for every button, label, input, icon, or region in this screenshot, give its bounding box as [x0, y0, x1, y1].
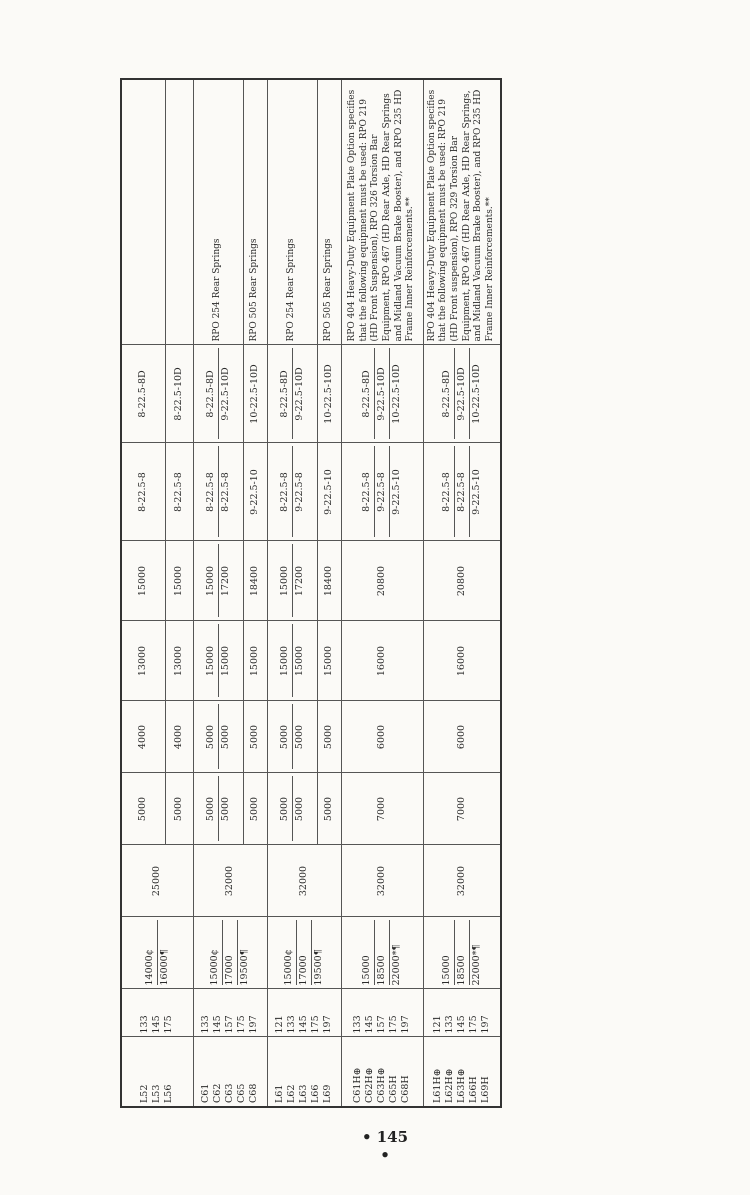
- axle-front-cell: [317, 773, 341, 845]
- rear-tire-cell-value: 8-22.5-10D: [173, 367, 185, 421]
- model-cell-value: C68H: [399, 1075, 411, 1103]
- front-tire-cell-value: 8-22.5-8: [440, 472, 452, 512]
- wheelbase-cell-value: 197: [321, 1015, 333, 1034]
- front-tire-cell: [243, 443, 267, 541]
- gcw-cell: 25000: [121, 845, 193, 917]
- gvw-cell: [267, 917, 341, 989]
- axle-rear-max-cell-value: 15000: [137, 565, 149, 597]
- gvw-cell-value: 22000*¶: [469, 921, 484, 986]
- gvw-cell-value: 17000: [296, 921, 311, 986]
- table-row: [193, 79, 243, 1107]
- gvw-cell-value: 18500: [374, 921, 389, 986]
- model-cell-value: L53: [151, 1084, 163, 1103]
- front-tire-cell-value: 9-22.5-8: [292, 447, 307, 538]
- wheelbase-cell-value: 133: [139, 1015, 151, 1034]
- rear-tire-cell-value: 8-22.5-8D: [361, 370, 373, 418]
- front-tire-cell-value: 9-22.5-8: [374, 447, 389, 538]
- axle-rear-cell-value: 15000: [204, 645, 216, 677]
- notes-cell: RPO 404 Heavy-Duty Equipment Plate Option specifies that the following equipment must be used: RPO 219 (HD Front suspension), RPO 329 Torsion Bar Equipment, RPO 467 (HD Rear Axle, HD Rear Springs, and Midland Vacuum Brake Booster), and RPO 235 HD Frame Inner Reinforcements.**: [423, 79, 501, 345]
- page-number: • 145 •: [361, 1128, 409, 1164]
- rear-tire-cell: [317, 345, 341, 443]
- axle-rear-max-cell-value: 20800: [376, 565, 388, 597]
- wheelbase-cell-value: 145: [151, 1015, 163, 1034]
- model-cell-value: L52: [139, 1084, 151, 1103]
- axle-rear-max-cell-value: 18400: [249, 565, 261, 597]
- rear-tire-cell-value: 10-22.5-10D: [469, 349, 484, 440]
- front-tire-cell-value: 8-22.5-8: [218, 447, 233, 538]
- notes-cell: RPO 404 Heavy-Duty Equipment Plate Option specifies that the following equipment must be used: RPO 219 (HD Front Suspension), RPO 326 Torsion Bar Equipment, RPO 467 (HD Rear Axle, HD Rear Springs and Midland Vacuum Brake Booster), and RPO 235 HD Frame Inner Reinforcements.**: [341, 79, 423, 345]
- gcw-cell: 32000: [267, 845, 341, 917]
- notes-cell: RPO 254 Rear Springs: [193, 79, 243, 345]
- axle-rear-cell-value: 15000: [218, 625, 233, 698]
- model-cell-value: C65H: [387, 1075, 399, 1103]
- axle-rear-cell: [341, 621, 423, 701]
- gvw-cell-value: 15000: [361, 955, 373, 986]
- axle-rear-max-cell: [341, 541, 423, 621]
- rotated-spec-table-wrapper: [120, 80, 500, 1108]
- model-cell-value: C65: [235, 1083, 247, 1103]
- model-cell-value: L62: [286, 1084, 298, 1103]
- axle-front-max-cell: [341, 701, 423, 773]
- model-cell-value: C68: [247, 1083, 259, 1103]
- model-cell-value: L63: [298, 1084, 310, 1103]
- model-cell-value: L62H⊕: [443, 1068, 455, 1103]
- wheelbase-cell-value: 133: [200, 1015, 212, 1034]
- rear-tire-cell: [423, 345, 501, 443]
- gvw-cell-value: 16000¶: [157, 921, 172, 986]
- axle-rear-max-cell: [243, 541, 267, 621]
- wheelbase-cell-value: 121: [274, 1015, 286, 1034]
- axle-front-max-cell: [165, 701, 193, 773]
- wheelbase-cell: [423, 989, 501, 1037]
- axle-front-cell: [193, 773, 243, 845]
- notes-cell: RPO 254 Rear Springs: [267, 79, 317, 345]
- gvw-cell: [193, 917, 267, 989]
- axle-rear-cell: [193, 621, 243, 701]
- axle-front-cell-value: 5000: [278, 796, 290, 822]
- rear-tire-cell-value: 8-22.5-8D: [278, 370, 290, 418]
- axle-rear-cell-value: 16000: [455, 645, 467, 677]
- axle-rear-cell-value: 16000: [376, 645, 388, 677]
- front-tire-cell-value: 9-22.5-10: [249, 469, 261, 515]
- model-cell-value: L61H⊕: [432, 1068, 444, 1103]
- front-tire-cell-value: 8-22.5-8: [137, 472, 149, 512]
- model-cell-value: L56: [163, 1084, 175, 1103]
- model-cell-value: L69H: [479, 1076, 491, 1103]
- axle-rear-cell-value: 15000: [323, 645, 335, 677]
- axle-front-max-cell: [317, 701, 341, 773]
- wheelbase-cell-value: 197: [399, 1015, 411, 1034]
- front-tire-cell-value: 8-22.5-8: [278, 472, 290, 512]
- axle-rear-max-cell: [423, 541, 501, 621]
- front-tire-cell: [317, 443, 341, 541]
- axle-rear-max-cell-value: 15000: [173, 565, 185, 597]
- gvw-cell-value: 15000: [440, 955, 452, 986]
- model-cell-value: L61: [274, 1084, 286, 1103]
- wheelbase-cell-value: 133: [443, 1015, 455, 1034]
- axle-rear-max-cell: [193, 541, 243, 621]
- axle-rear-max-cell-value: 17200: [218, 545, 233, 618]
- axle-rear-max-cell-value: 15000: [278, 565, 290, 597]
- gvw-cell-value: 18500: [454, 921, 469, 986]
- wheelbase-cell-value: 145: [455, 1015, 467, 1034]
- front-tire-cell: [341, 443, 423, 541]
- axle-front-max-cell-value: 4000: [137, 724, 149, 750]
- model-cell: [193, 1037, 267, 1107]
- front-tire-cell-value: 8-22.5-8: [454, 447, 469, 538]
- notes-cell: RPO 505 Rear Springs: [317, 79, 341, 345]
- axle-front-cell: [121, 773, 165, 845]
- gvw-cell-value: 15000¢: [209, 949, 221, 986]
- table-row: [121, 79, 165, 1107]
- axle-front-cell-value: 5000: [323, 796, 335, 822]
- wheelbase-cell-value: 121: [432, 1015, 444, 1034]
- model-cell-value: C63H⊕: [376, 1067, 388, 1103]
- gvw-cell-value: 19500¶: [237, 921, 252, 986]
- front-tire-cell: [193, 443, 243, 541]
- axle-rear-cell-value: 15000: [249, 645, 261, 677]
- wheelbase-cell-value: 175: [235, 1015, 247, 1034]
- wheelbase-cell: [121, 989, 193, 1037]
- wheelbase-cell-value: 145: [364, 1015, 376, 1034]
- table-row: [423, 79, 501, 1107]
- axle-rear-cell: [267, 621, 317, 701]
- rear-tire-cell-value: 10-22.5-10D: [323, 364, 335, 424]
- wheelbase-cell: [341, 989, 423, 1037]
- axle-rear-max-cell-value: 15000: [204, 565, 216, 597]
- gvw-spec-table: [120, 78, 502, 1108]
- gvw-cell-value: 17000: [222, 921, 237, 986]
- rear-tire-cell-value: 8-22.5-8D: [440, 370, 452, 418]
- wheelbase-cell-value: 175: [387, 1015, 399, 1034]
- rear-tire-cell-value: 9-22.5-10D: [218, 349, 233, 440]
- model-cell: [423, 1037, 501, 1107]
- front-tire-cell-value: 9-22.5-10: [389, 447, 404, 538]
- rear-tire-cell: [341, 345, 423, 443]
- wheelbase-cell-value: 145: [298, 1015, 310, 1034]
- gvw-cell: [341, 917, 423, 989]
- axle-front-cell-value: 7000: [455, 796, 467, 822]
- front-tire-cell-value: 8-22.5-8: [361, 472, 373, 512]
- axle-rear-cell: [317, 621, 341, 701]
- gcw-cell: 32000: [341, 845, 423, 917]
- axle-front-cell-value: 5000: [204, 796, 216, 822]
- notes-cell: [121, 79, 165, 345]
- front-tire-cell-value: 9-22.5-10: [323, 469, 335, 515]
- wheelbase-cell-value: 197: [247, 1015, 259, 1034]
- notes-cell: RPO 505 Rear Springs: [243, 79, 267, 345]
- wheelbase-cell-value: 197: [479, 1015, 491, 1034]
- axle-front-cell: [165, 773, 193, 845]
- axle-front-max-cell: [267, 701, 317, 773]
- rear-tire-cell-value: 10-22.5-10D: [249, 364, 261, 424]
- axle-rear-cell-value: 15000: [278, 645, 290, 677]
- gcw-cell: 32000: [423, 845, 501, 917]
- axle-front-cell-value: 5000: [137, 796, 149, 822]
- axle-rear-cell-value: 15000: [292, 625, 307, 698]
- axle-front-cell: [423, 773, 501, 845]
- axle-front-cell: [341, 773, 423, 845]
- axle-front-max-cell: [121, 701, 165, 773]
- rear-tire-cell: [165, 345, 193, 443]
- axle-front-max-cell-value: 5000: [278, 724, 290, 750]
- axle-front-max-cell-value: 5000: [204, 724, 216, 750]
- gvw-cell-value: 14000¢: [143, 949, 155, 986]
- axle-front-cell-value: 7000: [376, 796, 388, 822]
- axle-rear-cell-value: 13000: [173, 645, 185, 677]
- gcw-cell: 32000: [193, 845, 267, 917]
- model-cell: [341, 1037, 423, 1107]
- gvw-cell: [121, 917, 193, 989]
- front-tire-cell: [267, 443, 317, 541]
- axle-rear-max-cell-value: 18400: [323, 565, 335, 597]
- axle-front-max-cell: [193, 701, 243, 773]
- model-cell-value: L69: [321, 1084, 333, 1103]
- wheelbase-cell-value: 175: [309, 1015, 321, 1034]
- front-tire-cell-value: 8-22.5-8: [173, 472, 185, 512]
- gvw-cell-value: 22000*¶: [389, 921, 404, 986]
- wheelbase-cell-value: 145: [212, 1015, 224, 1034]
- wheelbase-cell-value: 133: [352, 1015, 364, 1034]
- axle-rear-cell-value: 13000: [137, 645, 149, 677]
- gvw-cell-value: 19500¶: [311, 921, 326, 986]
- axle-rear-cell: [121, 621, 165, 701]
- axle-front-max-cell-value: 6000: [455, 724, 467, 750]
- axle-front-max-cell-value: 5000: [218, 705, 233, 770]
- wheelbase-cell-value: 175: [163, 1015, 175, 1034]
- model-cell: [121, 1037, 193, 1107]
- axle-rear-max-cell-value: 20800: [455, 565, 467, 597]
- model-cell: [267, 1037, 341, 1107]
- rear-tire-cell: [243, 345, 267, 443]
- rear-tire-cell-value: 10-22.5-10D: [389, 349, 404, 440]
- axle-front-cell-value: 5000: [173, 796, 185, 822]
- rear-tire-cell: [121, 345, 165, 443]
- wheelbase-cell-value: 175: [467, 1015, 479, 1034]
- axle-front-max-cell: [423, 701, 501, 773]
- axle-front-cell-value: 5000: [249, 796, 261, 822]
- front-tire-cell: [165, 443, 193, 541]
- model-cell-value: C63: [224, 1083, 236, 1103]
- axle-rear-max-cell: [267, 541, 317, 621]
- axle-rear-cell: [423, 621, 501, 701]
- model-cell-value: C62H⊕: [364, 1067, 376, 1103]
- rear-tire-cell: [193, 345, 243, 443]
- axle-rear-cell: [165, 621, 193, 701]
- axle-front-max-cell-value: 5000: [292, 705, 307, 770]
- axle-front-max-cell-value: 6000: [376, 724, 388, 750]
- axle-rear-cell: [243, 621, 267, 701]
- axle-front-max-cell-value: 5000: [323, 724, 335, 750]
- axle-rear-max-cell: [121, 541, 165, 621]
- table-row: [341, 79, 423, 1107]
- axle-rear-max-cell: [165, 541, 193, 621]
- notes-cell: [165, 79, 193, 345]
- table-row: [267, 79, 317, 1107]
- axle-front-max-cell: [243, 701, 267, 773]
- rear-tire-cell-value: 8-22.5-8D: [137, 370, 149, 418]
- wheelbase-cell-value: 157: [224, 1015, 236, 1034]
- model-cell-value: L66: [309, 1084, 321, 1103]
- axle-front-cell: [243, 773, 267, 845]
- axle-front-max-cell-value: 4000: [173, 724, 185, 750]
- wheelbase-cell-value: 157: [376, 1015, 388, 1034]
- model-cell-value: C61H⊕: [352, 1067, 364, 1103]
- gvw-cell-value: 15000¢: [283, 949, 295, 986]
- front-tire-cell-value: 9-22.5-10: [469, 447, 484, 538]
- rear-tire-cell-value: 9-22.5-10D: [292, 349, 307, 440]
- axle-front-max-cell-value: 5000: [249, 724, 261, 750]
- rear-tire-cell: [267, 345, 317, 443]
- wheelbase-cell-value: 133: [286, 1015, 298, 1034]
- front-tire-cell-value: 8-22.5-8: [204, 472, 216, 512]
- model-cell-value: L63H⊕: [455, 1068, 467, 1103]
- wheelbase-cell: [193, 989, 267, 1037]
- axle-front-cell: [267, 773, 317, 845]
- axle-front-cell-value: 5000: [292, 777, 307, 842]
- model-cell-value: C61: [200, 1083, 212, 1103]
- axle-rear-max-cell-value: 17200: [292, 545, 307, 618]
- gvw-cell: [423, 917, 501, 989]
- wheelbase-cell: [267, 989, 341, 1037]
- axle-front-cell-value: 5000: [218, 777, 233, 842]
- model-cell-value: L66H: [467, 1076, 479, 1103]
- axle-rear-max-cell: [317, 541, 341, 621]
- front-tire-cell: [121, 443, 165, 541]
- model-cell-value: C62: [212, 1083, 224, 1103]
- rear-tire-cell-value: 9-22.5-10D: [374, 349, 389, 440]
- rear-tire-cell-value: 8-22.5-8D: [204, 370, 216, 418]
- front-tire-cell: [423, 443, 501, 541]
- rear-tire-cell-value: 9-22.5-10D: [454, 349, 469, 440]
